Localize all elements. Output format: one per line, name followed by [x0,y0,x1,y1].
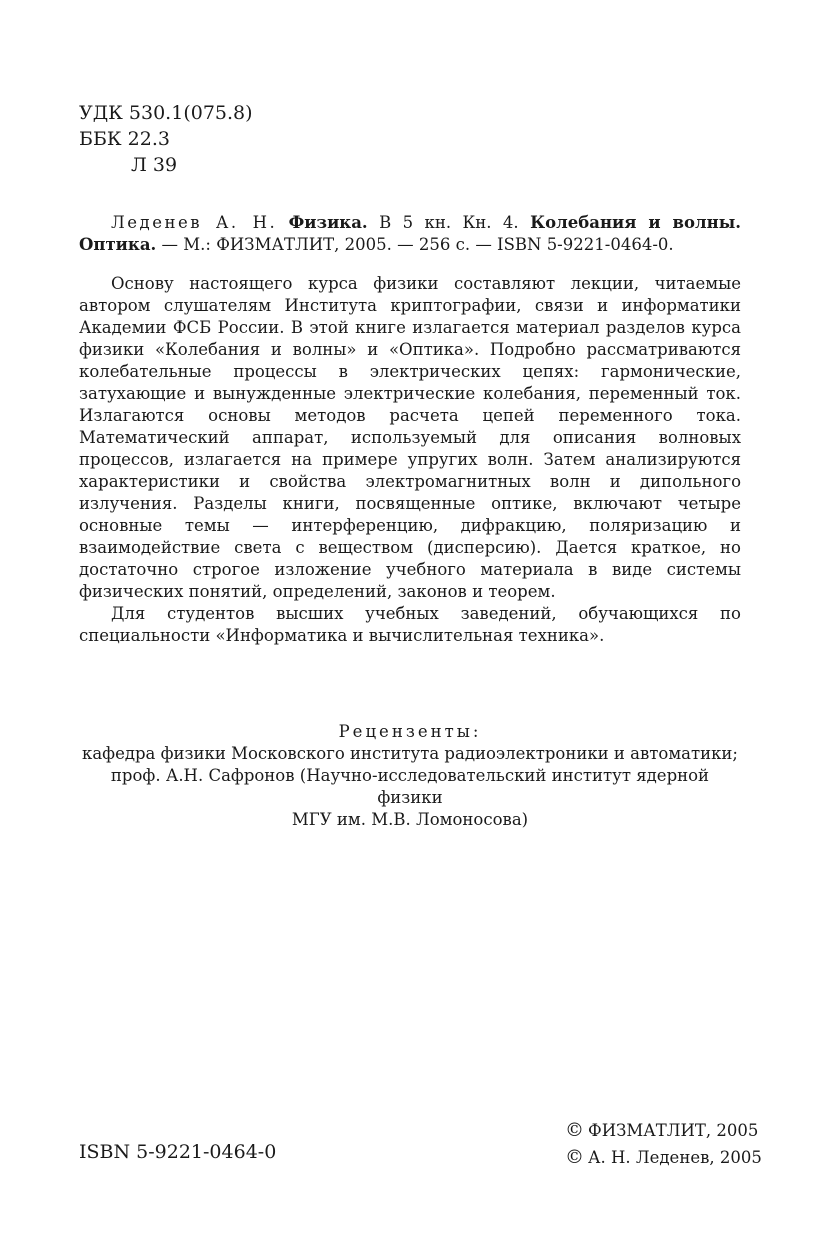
udk-code: УДК 530.1(075.8) [79,102,253,124]
author-mark: Л 39 [131,154,178,176]
classification-codes [79,100,741,178]
volume-info: В 5 кн. Кн. 4. [379,213,519,232]
book-title: Физика. [288,213,368,232]
reviewers-block [79,721,741,831]
annotation [79,273,741,647]
copyright-block [565,1117,762,1171]
bbk-code: ББК 22.3 [79,128,170,150]
bibliographic-record [79,212,741,256]
audience-paragraph: Для студентов высших учебных заведений, обучающихся по специальности «Информатика и вычислительная техника». [79,604,741,645]
copyright-holder: А. Н. Леденев, 2005 [588,1148,762,1167]
annotation-paragraph: Основу настоящего курса физики составляют лекции, читаемые автором слушателям Института криптографии, связи и информатики Академии ФСБ России. В этой книге излагается материал разделов курса физики «Колебания и волны» и «Оптика». Подробно рассматриваются колебательные процессы в электрических цепях: гармонические, затухающие и вынужденные электрические колебания, переменный ток. Излагаются основы методов расчета цепей переменного тока. Математический аппарат, используемый для описания волновых процессов, излагается на примере упругих волн. Затем анализируются характеристики и свойства электромагнитных волн и дипольного излучения. Разделы книги, посвященные оптике, включают четыре основные темы — интерференцию, дифракцию, поляризацию и взаимодействие света с веществом (дисперсию). Дается краткое, но достаточно строгое изложение учебного материала в виде системы физических понятий, определений, законов и теорем. [79,274,741,601]
reviewers-heading: Рецензенты: [338,722,482,741]
book-subtitle: Колебания и волны. Оптика. [79,213,741,254]
copyright-icon: © [565,1146,584,1168]
copyright-icon: © [565,1119,584,1141]
copyright-line [565,1117,762,1144]
copyright-line [565,1144,762,1171]
author-name: Леденев А. Н. [111,213,278,232]
imprint-page [79,100,741,831]
copyright-holder: ФИЗМАТЛИТ, 2005 [588,1121,759,1140]
reviewer-line: проф. А.Н. Сафронов (Научно-исследовательский институт ядерной физики [110,766,710,807]
reviewer-line: кафедра физики Московского института радиоэлектроники и автоматики; [82,744,738,763]
reviewer-line: МГУ им. М.В. Ломоносова) [291,810,529,829]
isbn-number: ISBN 5-9221-0464-0 [79,1141,277,1163]
imprint-info: — М.: ФИЗМАТЛИТ, 2005. — 256 с. — ISBN 5-9221-0464-0. [161,235,674,254]
